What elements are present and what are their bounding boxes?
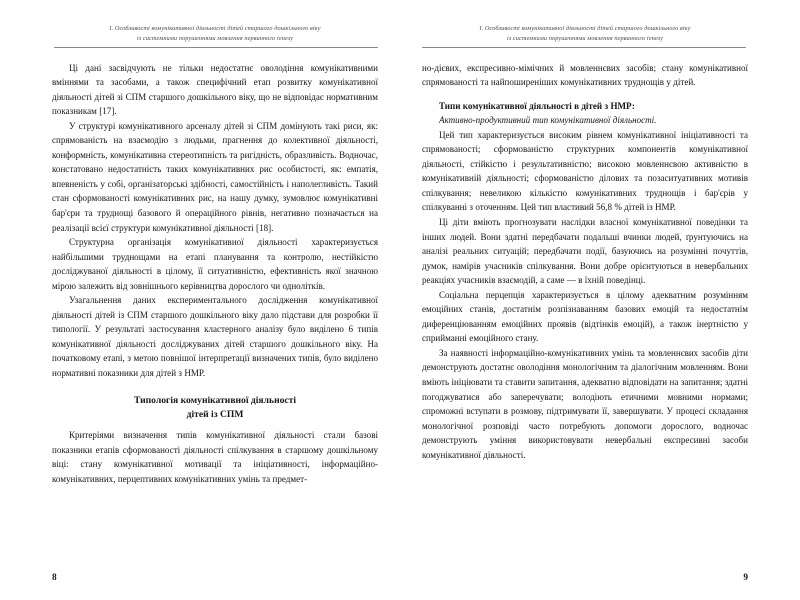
paragraph: Структурна організація комунікативної діяльності характеризується найбільшими труднощами на етапі планування та контролю, нестійкістю досліджуваної діяльності в цілому, її ситуативністю, ефективність якої значною мірою залежить від зовнішнього керівництва дорослого чи однолітків. [52,237,378,291]
paragraph: Цей тип характеризується високим рівнем комунікативної ініціативності та спрямованості; сформованістю структурних компонентів комунікативної діяльності, стійкістю і результативністю; високою мовленнєвою активністю в комунікативній діяльності; сформованістю ділових та позаситуативних мотивів спілкування; невеликою кількістю комунікативних труднощів і бар'єрів у спілкуванні з оточенням. Цей тип властивий 56,8 % дітей із НМР. [422,129,748,213]
paragraph-continuation: но-дієвих, експресивно-мімічних й мовленнєвих засобів; стану комунікативної спрямованості та найпоширеніших комунікативних труднощів у дітей. [422,62,748,88]
paragraph: Соціальна перцепція характеризується в цілому адекватним розумінням емоційних станів, достатнім розпізнаванням базових емоцій та недостатнім диференціюванням емоційних проявів (відтінків емоцій), а також інертністю у сприйманні емоційного стану. [422,289,748,344]
paragraph: За наявності інформаційно-комунікативних умінь та мовленнєвих засобів діти демонструють достатнє оволодіння монологічним та діалогічним мовленням. Вони вміють ініціювати та ставити запитання, адекватно відповідати на запитання; здатні погоджуватися або заперечувати; володіють етичними мовними нормами; спроможні вступати в розмову, підтримувати її, завершувати. У процесі складання монологічної розповіді часто потребують допомоги дорослого, водночас демонструють уміння використовувати невербальні експресивні засоби комунікативної діяльності. [422,347,748,460]
section-title-line-2: дітей із СПМ [186,408,244,420]
paragraph: У структурі комунікативного арсеналу дітей зі СПМ домінують такі риси, як: спрямованість на взаємодію з людьми, прагнення до колективної діяльності, конформність, комунікативна стереотипність та ригідність, образливість. Водночас, констатовано недостатність таких комунікативних рис особистості, як: емпатія, впевненість у собі, організаторські здібності, самостійність і наполегливість. Такий стан сформованості комунікативних рис, на нашу думку, зумовлює комунікативні бар'єри та труднощі базового й операційного рівнів, негативно позначається на реалізації всієї структури комунікативної діяльності [18]. [52,120,378,233]
paragraph: Ці діти вміють прогнозувати наслідки власної комунікативної поведінки та інших людей. Вони здатні передбачати подальші вчинки людей, ґрунтуючись на аналізі реальних ситуацій; передбачати події, базуючись на розумінні почуттів, думок, намірів учасників спілкування. Вони добре орієнтуються в невербальних реакціях учасників взаємодій, а саме — в їхній поведінці. [422,216,748,286]
subheading-italic: Активно-продуктивний тип комунікативної діяльності. [439,115,657,126]
subheading-bold: Типи комунікативної діяльності в дітей з НМР: [439,100,635,111]
paragraph: Ці дані засвідчують не тільки недостатнє оволодіння комунікативними вміннями та засобами, а також специфічний етап розвитку комунікативної діяльності дітей зі СПМ старшого дошкільного віку, що не відповідає нормативним показникам [17]. [52,62,378,117]
paragraph: Критеріями визначення типів комунікативної діяльності стали базові показники етапів сформованості діяльності спілкування в старшому дошкільному віці: стану комунікативної мотивації та ініціативності, інформаційно-комунікативних, перцептивних комунікативних умінь та предмет- [52,430,378,484]
header-rule-left [54,47,378,48]
paragraph: Узагальнення даних експериментального дослідження комунікативної діяльності дітей із СПМ старшого дошкільного віку дало підстави для розробки її типології. У результаті застосування кластерного аналізу було виділено 6 типів комунікативної діяльності досліджуваних дітей старшого дошкільного віку. На початковому етапі, з метою повнішої інтерпретації визначених типів, було виділено нормативні показники для дітей з НМР. [52,295,378,378]
page-right [400,0,800,600]
running-head-left [52,24,378,44]
body-text-right [422,61,748,463]
page-number-left: 8 [52,573,57,583]
section-title-line-1: Типологія комунікативної діяльності [133,394,297,406]
page-number-right: 9 [743,573,748,583]
section-title [52,394,378,423]
body-text-left [52,61,378,487]
running-head-line-2: із системними порушеннями мовлення первинного ґенезу [136,34,294,42]
running-head-line-2: із системними порушеннями мовлення первинного ґенезу [506,34,664,42]
running-head-line-1: І. Особливості комунікативної діяльності дітей старшого дошкільного віку [109,25,321,32]
header-rule-right [422,47,746,48]
running-head-right [422,24,748,44]
running-head-line-1: І. Особливості комунікативної діяльності дітей старшого дошкільного віку [479,25,691,32]
